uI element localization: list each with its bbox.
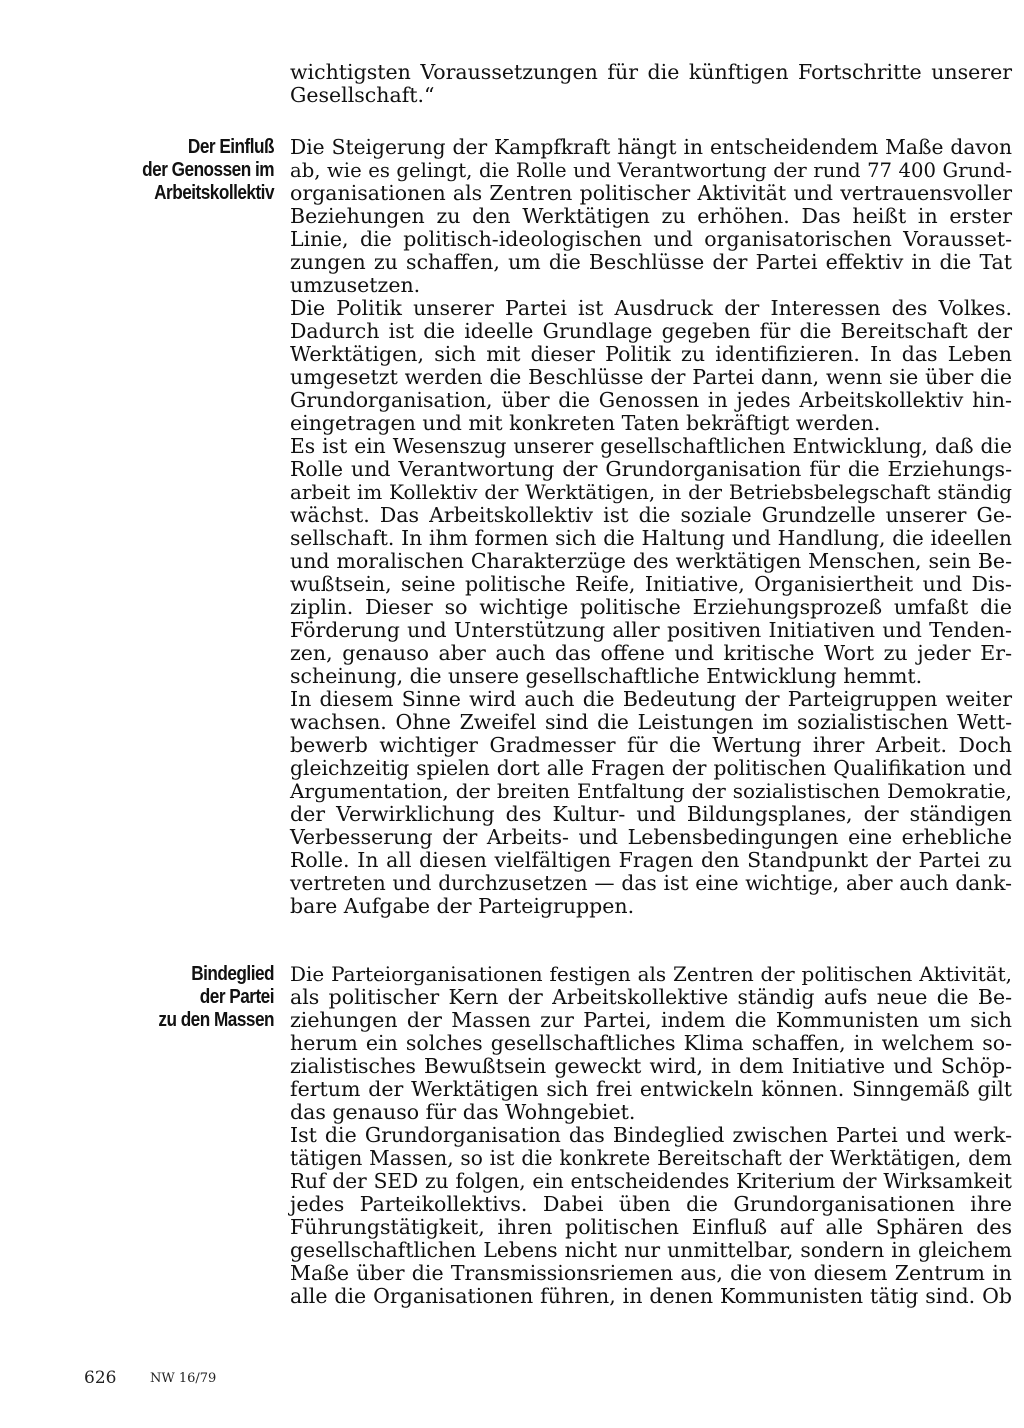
text-line: Förderung und Unterstützung aller positiven Initiativen und Tenden- <box>290 618 1012 642</box>
text-line: Beziehungen zu den Werktätigen zu erhöhen. Das heißt in erster <box>290 204 1012 228</box>
text-line: Die Parteiorganisationen festigen als Zentren der politischen Aktivität, <box>290 962 1012 986</box>
text-line: bare Aufgabe der Parteigruppen. <box>290 894 635 918</box>
text-line: Führungstätigkeit, ihren politischen Einfluß auf alle Sphären des <box>290 1215 1012 1239</box>
text-line: jedes Parteikollektivs. Dabei üben die Grundorganisationen ihre <box>290 1192 1012 1216</box>
text-line: das genauso für das Wohngebiet. <box>290 1100 636 1124</box>
text-line: Gesellschaft.“ <box>290 83 435 107</box>
sidenote-line: Bindeglied <box>191 963 274 985</box>
text-line: ab, wie es gelingt, die Rolle und Verantwortung der rund 77 400 Grund- <box>290 159 1012 182</box>
text-line: zialistisches Bewußtsein geweckt wird, in dem Initiative und Schöp- <box>290 1054 1012 1078</box>
text-line: vertreten und durchzusetzen — das ist eine wichtige, aber auch dank- <box>290 871 1012 895</box>
text-line: scheinung, die unsere gesellschaftliche Entwicklung hemmt. <box>290 664 923 688</box>
text-line: umgesetzt werden die Beschlüsse der Partei dann, wenn sie über die <box>290 365 1012 389</box>
text-line: wichtigsten Voraussetzungen für die künftigen Fortschritte unserer <box>290 60 1012 84</box>
sidenote-line: der Genossen im <box>142 159 274 181</box>
text-line: zen, genauso aber auch das offene und kritische Wort zu jeder Er- <box>290 641 1012 665</box>
text-line: Verbesserung der Arbeits- und Lebensbedingungen eine erhebliche <box>290 825 1012 849</box>
text-line: Maße über die Transmissionsriemen aus, die von diesem Zentrum in <box>290 1261 1012 1285</box>
sidenote-line: zu den Massen <box>158 1009 274 1031</box>
text-line: bewerb wichtiger Gradmesser für die Wertung ihrer Arbeit. Doch <box>290 733 1012 757</box>
text-line: eingetragen und mit konkreten Taten bekräftigt werden. <box>290 411 881 435</box>
text-line: gesellschaftlichen Lebens nicht nur unmittelbar, sondern in gleichem <box>290 1238 1012 1262</box>
text-line: Ist die Grundorganisation das Bindeglied zwischen Partei und werk- <box>290 1123 1012 1147</box>
text-line: ziplin. Dieser so wichtige politische Erziehungsprozeß umfaßt die <box>290 595 1012 619</box>
text-line: Linie, die politisch-ideologischen und organisatorischen Vorausset- <box>290 227 1012 251</box>
text-line: Dadurch ist die ideelle Grundlage gegeben für die Bereitschaft der <box>290 319 1012 343</box>
sidenote-line: Der Einfluß <box>187 136 274 158</box>
text-line: arbeit im Kollektiv der Werktätigen, in der Betriebsbelegschaft ständig <box>290 481 1012 504</box>
text-line: Grundorganisation, über die Genossen in jedes Arbeitskollektiv hin- <box>290 388 1012 412</box>
text-line: Ruf der SED zu folgen, ein entscheidendes Kriterium der Wirksamkeit <box>290 1169 1012 1193</box>
page-number: 626 <box>84 1368 117 1388</box>
text-line: zungen zu schaffen, um die Beschlüsse der Partei effektiv in die Tat <box>290 250 1012 274</box>
sidenote-line: der Partei <box>199 986 274 1008</box>
text-line: umzusetzen. <box>290 273 421 297</box>
text-line: gleichzeitig spielen dort alle Fragen der politischen Qualifikation und <box>290 756 1012 780</box>
text-line: Die Politik unserer Partei ist Ausdruck der Interessen des Volkes. <box>290 296 1012 320</box>
text-line: alle die Organisationen führen, in denen Kommunisten tätig sind. Ob <box>290 1284 1012 1308</box>
sidenote-einfluss <box>102 136 274 205</box>
sidenote-line: Arbeitskollektiv <box>154 182 274 204</box>
text-line: fertum der Werktätigen sich frei entwickeln können. Sinngemäß gilt <box>290 1077 1012 1101</box>
text-line: sellschaft. In ihm formen sich die Haltung und Handlung, die ideellen <box>290 526 1012 550</box>
text-line: tätigen Massen, so ist die konkrete Bereitschaft der Werktätigen, dem <box>290 1146 1012 1170</box>
text-line: und moralischen Charakterzüge des werktätigen Menschen, sein Be- <box>290 549 1012 573</box>
text-line: Die Steigerung der Kampfkraft hängt in entscheidendem Maße davon <box>290 135 1012 159</box>
issue-label: NW 16/79 <box>150 1371 217 1386</box>
text-line: wachsen. Ohne Zweifel sind die Leistungen im sozialistischen Wett- <box>290 710 1012 734</box>
text-line: Rolle. In all diesen vielfältigen Fragen den Standpunkt der Partei zu <box>290 848 1012 872</box>
text-line: Es ist ein Wesenszug unserer gesellschaftlichen Entwicklung, daß die <box>290 434 1012 458</box>
text-line: ziehungen der Massen zur Partei, indem die Kommunisten um sich <box>290 1008 1012 1032</box>
text-line: der Verwirklichung des Kultur- und Bildungsplanes, der ständigen <box>290 802 1012 826</box>
text-line: wußtsein, seine politische Reife, Initiative, Organisiertheit und Dis- <box>290 572 1012 596</box>
text-line: Werktätigen, sich mit dieser Politik zu identifizieren. In das Leben <box>290 342 1012 366</box>
sidenote-bindeglied <box>102 963 274 1032</box>
text-line: Argumentation, der breiten Entfaltung der sozialistischen Demokratie, <box>290 779 1012 803</box>
text-line: wächst. Das Arbeitskollektiv ist die soziale Grundzelle unserer Ge- <box>290 503 1012 527</box>
text-line: organisationen als Zentren politischer Aktivität und vertrauensvoller <box>290 181 1012 205</box>
text-line: In diesem Sinne wird auch die Bedeutung der Parteigruppen weiter <box>290 687 1012 711</box>
text-line: herum ein solches gesellschaftliches Klima schaffen, in welchem so- <box>290 1031 1012 1055</box>
text-line: Rolle und Verantwortung der Grundorganisation für die Erziehungs- <box>290 457 1012 481</box>
text-line: als politischer Kern der Arbeitskollektive ständig aufs neue die Be- <box>290 985 1012 1009</box>
